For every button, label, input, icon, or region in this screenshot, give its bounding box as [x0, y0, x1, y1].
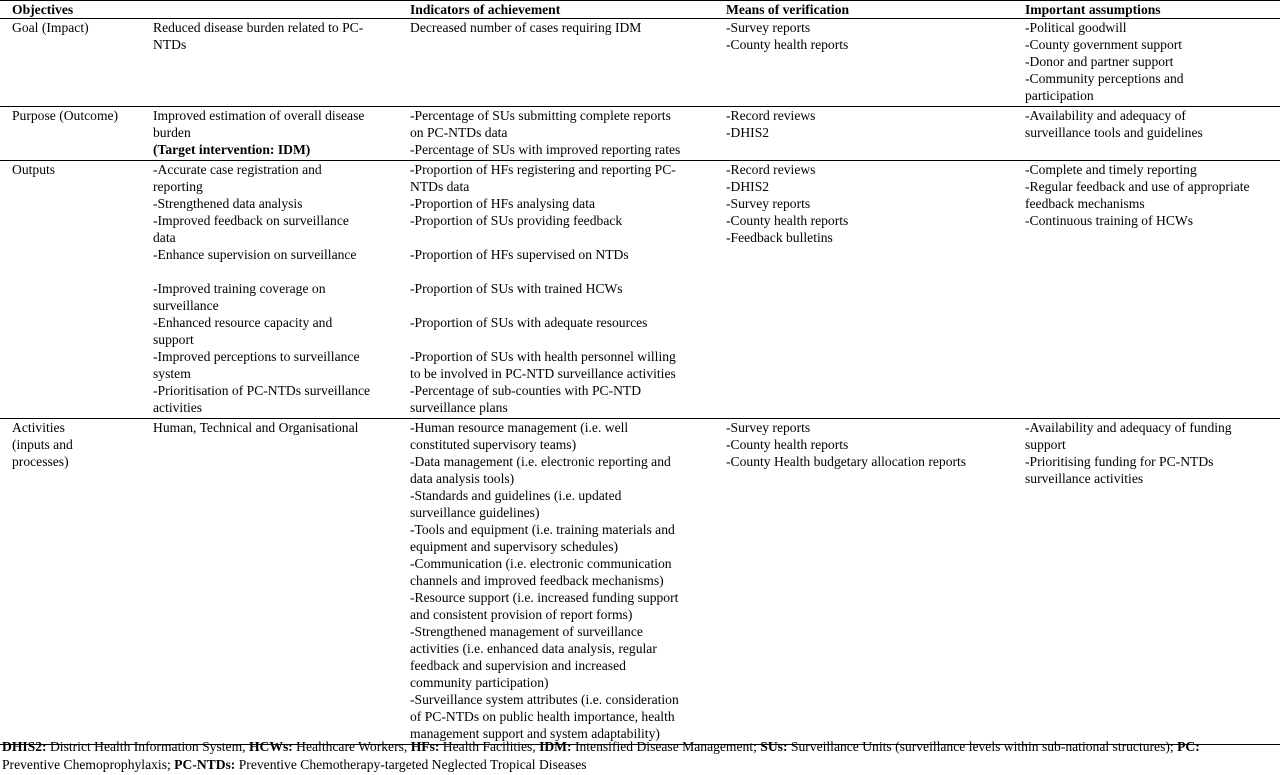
cell-line: channels and improved feedback mechanisms)	[410, 573, 664, 588]
cell-line: -Survey reports	[726, 196, 811, 211]
table-row	[0, 107, 1280, 161]
cell-line: -Proportion of SUs with health personnel willing	[410, 349, 676, 364]
footnote-definition: Surveillance Units (surveillance levels within sub-national structures);	[787, 739, 1178, 754]
cell-line: -Improved training coverage on	[153, 281, 326, 296]
cell-line: system	[153, 366, 191, 381]
cell-line: -Proportion of SUs providing feedback	[410, 213, 623, 228]
cell-line: -Community perceptions and	[1025, 71, 1184, 86]
cell-line	[410, 297, 710, 314]
cell-line: -Regular feedback and use of appropriate	[1025, 179, 1250, 194]
cell-line	[410, 263, 710, 280]
cell-line: -Proportion of HFs supervised on NTDs	[410, 247, 629, 262]
header-row	[0, 1, 1280, 19]
cell-line: equipment and supervisory schedules)	[410, 539, 619, 554]
cell-line: -Percentage of SUs submitting complete reports	[410, 108, 671, 123]
cell-line	[410, 331, 710, 348]
table-row	[0, 161, 1280, 419]
cell-line: surveillance guidelines)	[410, 505, 540, 520]
cell-line: -County Health budgetary allocation reports	[726, 454, 967, 469]
cell-line: -Proportion of HFs registering and reporting PC-	[410, 162, 676, 177]
cell-line: support	[1025, 437, 1066, 452]
cell-line: constituted supervisory teams)	[410, 437, 577, 452]
cell-line: surveillance tools and guidelines	[1025, 125, 1203, 140]
cell-assumptions	[1013, 107, 1280, 161]
cell-line: -Availability and adequacy of	[1025, 108, 1186, 123]
footnote-abbreviation: PC:	[1177, 739, 1200, 754]
header-assumptions: Important assumptions	[1013, 1, 1280, 19]
cell-line: -Standards and guidelines (i.e. updated	[410, 488, 622, 503]
cell-objective	[0, 107, 141, 161]
cell-line: -Accurate case registration and	[153, 162, 322, 177]
cell-assumptions	[1013, 419, 1280, 745]
cell-summary	[141, 161, 398, 419]
cell-line: -Feedback bulletins	[726, 230, 833, 245]
cell-line: feedback mechanisms	[1025, 196, 1145, 211]
cell-line: reporting	[153, 179, 203, 194]
cell-line: activities	[153, 400, 203, 415]
cell-line: -Record reviews	[726, 162, 816, 177]
cell-line: Decreased number of cases requiring IDM	[410, 20, 642, 35]
cell-line: -Data management (i.e. electronic reporting and	[410, 454, 671, 469]
cell-line: surveillance	[153, 298, 219, 313]
footnote-definition: Preventive Chemotherapy-targeted Neglected Tropical Diseases	[235, 757, 587, 772]
cell-line: -DHIS2	[726, 125, 770, 140]
header-indicators: Indicators of achievement	[398, 1, 714, 19]
cell-line: and consistent provision of report forms)	[410, 607, 633, 622]
header-verification: Means of verification	[714, 1, 1013, 19]
cell-indicators	[398, 107, 714, 161]
cell-line: -Surveillance system attributes (i.e. consideration	[410, 692, 679, 707]
footnote-abbreviation: SUs:	[760, 739, 788, 754]
abbreviations-footnote	[2, 738, 1202, 774]
footnote-abbreviation: PC-NTDs:	[174, 757, 236, 772]
cell-indicators	[398, 419, 714, 745]
cell-line: -County government support	[1025, 37, 1183, 52]
cell-line: NTDs data	[410, 179, 470, 194]
cell-verification	[714, 19, 1013, 107]
cell-verification	[714, 161, 1013, 419]
footnote-definition: Intensified Disease Management;	[571, 739, 761, 754]
cell-line	[410, 229, 710, 246]
cell-objective	[0, 19, 141, 107]
footnote-abbreviation: HFs:	[410, 739, 440, 754]
cell-line: support	[153, 332, 194, 347]
cell-verification	[714, 107, 1013, 161]
cell-line: surveillance plans	[410, 400, 508, 415]
cell-line: Human, Technical and Organisational	[153, 420, 359, 435]
cell-line: -DHIS2	[726, 179, 770, 194]
cell-line: Reduced disease burden related to PC-	[153, 20, 364, 35]
table-row	[0, 19, 1280, 107]
cell-line: -County health reports	[726, 37, 849, 52]
footnote-abbreviation: IDM:	[539, 739, 572, 754]
cell-line: Goal (Impact)	[12, 20, 89, 35]
cell-line: to be involved in PC-NTD surveillance activities	[410, 366, 676, 381]
cell-line: -Survey reports	[726, 20, 811, 35]
cell-line: -Proportion of HFs analysing data	[410, 196, 596, 211]
footnote-definition: Preventive Chemoprophylaxis;	[2, 757, 175, 772]
cell-summary	[141, 19, 398, 107]
cell-line: -Complete and timely reporting	[1025, 162, 1197, 177]
cell-line: -Continuous training of HCWs	[1025, 213, 1194, 228]
cell-line: -Tools and equipment (i.e. training materials and	[410, 522, 675, 537]
cell-line: NTDs	[153, 37, 187, 52]
cell-summary	[141, 107, 398, 161]
cell-line: surveillance activities	[1025, 471, 1144, 486]
cell-line: -Percentage of sub-counties with PC-NTD	[410, 383, 642, 398]
cell-objective	[0, 161, 141, 419]
cell-line: data analysis tools)	[410, 471, 515, 486]
cell-line: -Survey reports	[726, 420, 811, 435]
cell-line: -Proportion of SUs with trained HCWs	[410, 281, 623, 296]
cell-line: -Strengthened data analysis	[153, 196, 303, 211]
cell-objective	[0, 419, 141, 745]
cell-line: -County health reports	[726, 213, 849, 228]
table-row	[0, 419, 1280, 745]
cell-line: -Communication (i.e. electronic communication	[410, 556, 672, 571]
cell-line: feedback and supervision and increased	[410, 658, 626, 673]
cell-line: -Record reviews	[726, 108, 816, 123]
footnote-definition: District Health Information System,	[46, 739, 249, 754]
cell-line: management support and system adaptability)	[410, 726, 660, 741]
header-objectives: Objectives	[0, 1, 398, 19]
cell-line: data	[153, 230, 176, 245]
cell-line: -Enhance supervision on surveillance	[153, 247, 357, 262]
cell-line: -Availability and adequacy of funding	[1025, 420, 1232, 435]
cell-line: on PC-NTDs data	[410, 125, 508, 140]
cell-assumptions	[1013, 19, 1280, 107]
cell-summary	[141, 419, 398, 745]
cell-line: Activities	[12, 420, 65, 435]
cell-line: -Improved perceptions to surveillance	[153, 349, 360, 364]
cell-indicators	[398, 19, 714, 107]
cell-line: participation	[1025, 88, 1094, 103]
cell-line: Purpose (Outcome)	[12, 108, 119, 123]
cell-line: -Prioritising funding for PC-NTDs	[1025, 454, 1214, 469]
cell-line: of PC-NTDs on public health importance, health	[410, 709, 675, 724]
footnote-abbreviation: DHIS2:	[2, 739, 47, 754]
cell-line: -Percentage of SUs with improved reporting rates	[410, 142, 681, 157]
cell-line: -Enhanced resource capacity and	[153, 315, 333, 330]
cell-line: -Improved feedback on surveillance	[153, 213, 349, 228]
cell-line: burden	[153, 125, 191, 140]
footnote-abbreviation: HCWs:	[248, 739, 293, 754]
cell-line: -County health reports	[726, 437, 849, 452]
cell-line: -Political goodwill	[1025, 20, 1127, 35]
cell-line	[153, 263, 394, 280]
cell-assumptions	[1013, 161, 1280, 419]
cell-line: Improved estimation of overall disease	[153, 108, 365, 123]
cell-line: activities (i.e. enhanced data analysis, regular	[410, 641, 657, 656]
footnote-definition: Healthcare Workers,	[292, 739, 411, 754]
cell-line: -Donor and partner support	[1025, 54, 1174, 69]
cell-indicators	[398, 161, 714, 419]
cell-verification	[714, 419, 1013, 745]
cell-line: Outputs	[12, 162, 56, 177]
cell-line: -Proportion of SUs with adequate resources	[410, 315, 648, 330]
cell-line: community participation)	[410, 675, 549, 690]
cell-line: (inputs and	[12, 437, 73, 452]
cell-line: -Prioritisation of PC-NTDs surveillance	[153, 383, 371, 398]
footnote-definition: Health Facilities,	[439, 739, 540, 754]
cell-line: -Strengthened management of surveillance	[410, 624, 643, 639]
target-intervention-label: (Target intervention: IDM)	[153, 142, 311, 157]
cell-line: -Human resource management (i.e. well	[410, 420, 629, 435]
cell-line: -Resource support (i.e. increased funding support	[410, 590, 679, 605]
cell-line: processes)	[12, 454, 69, 469]
